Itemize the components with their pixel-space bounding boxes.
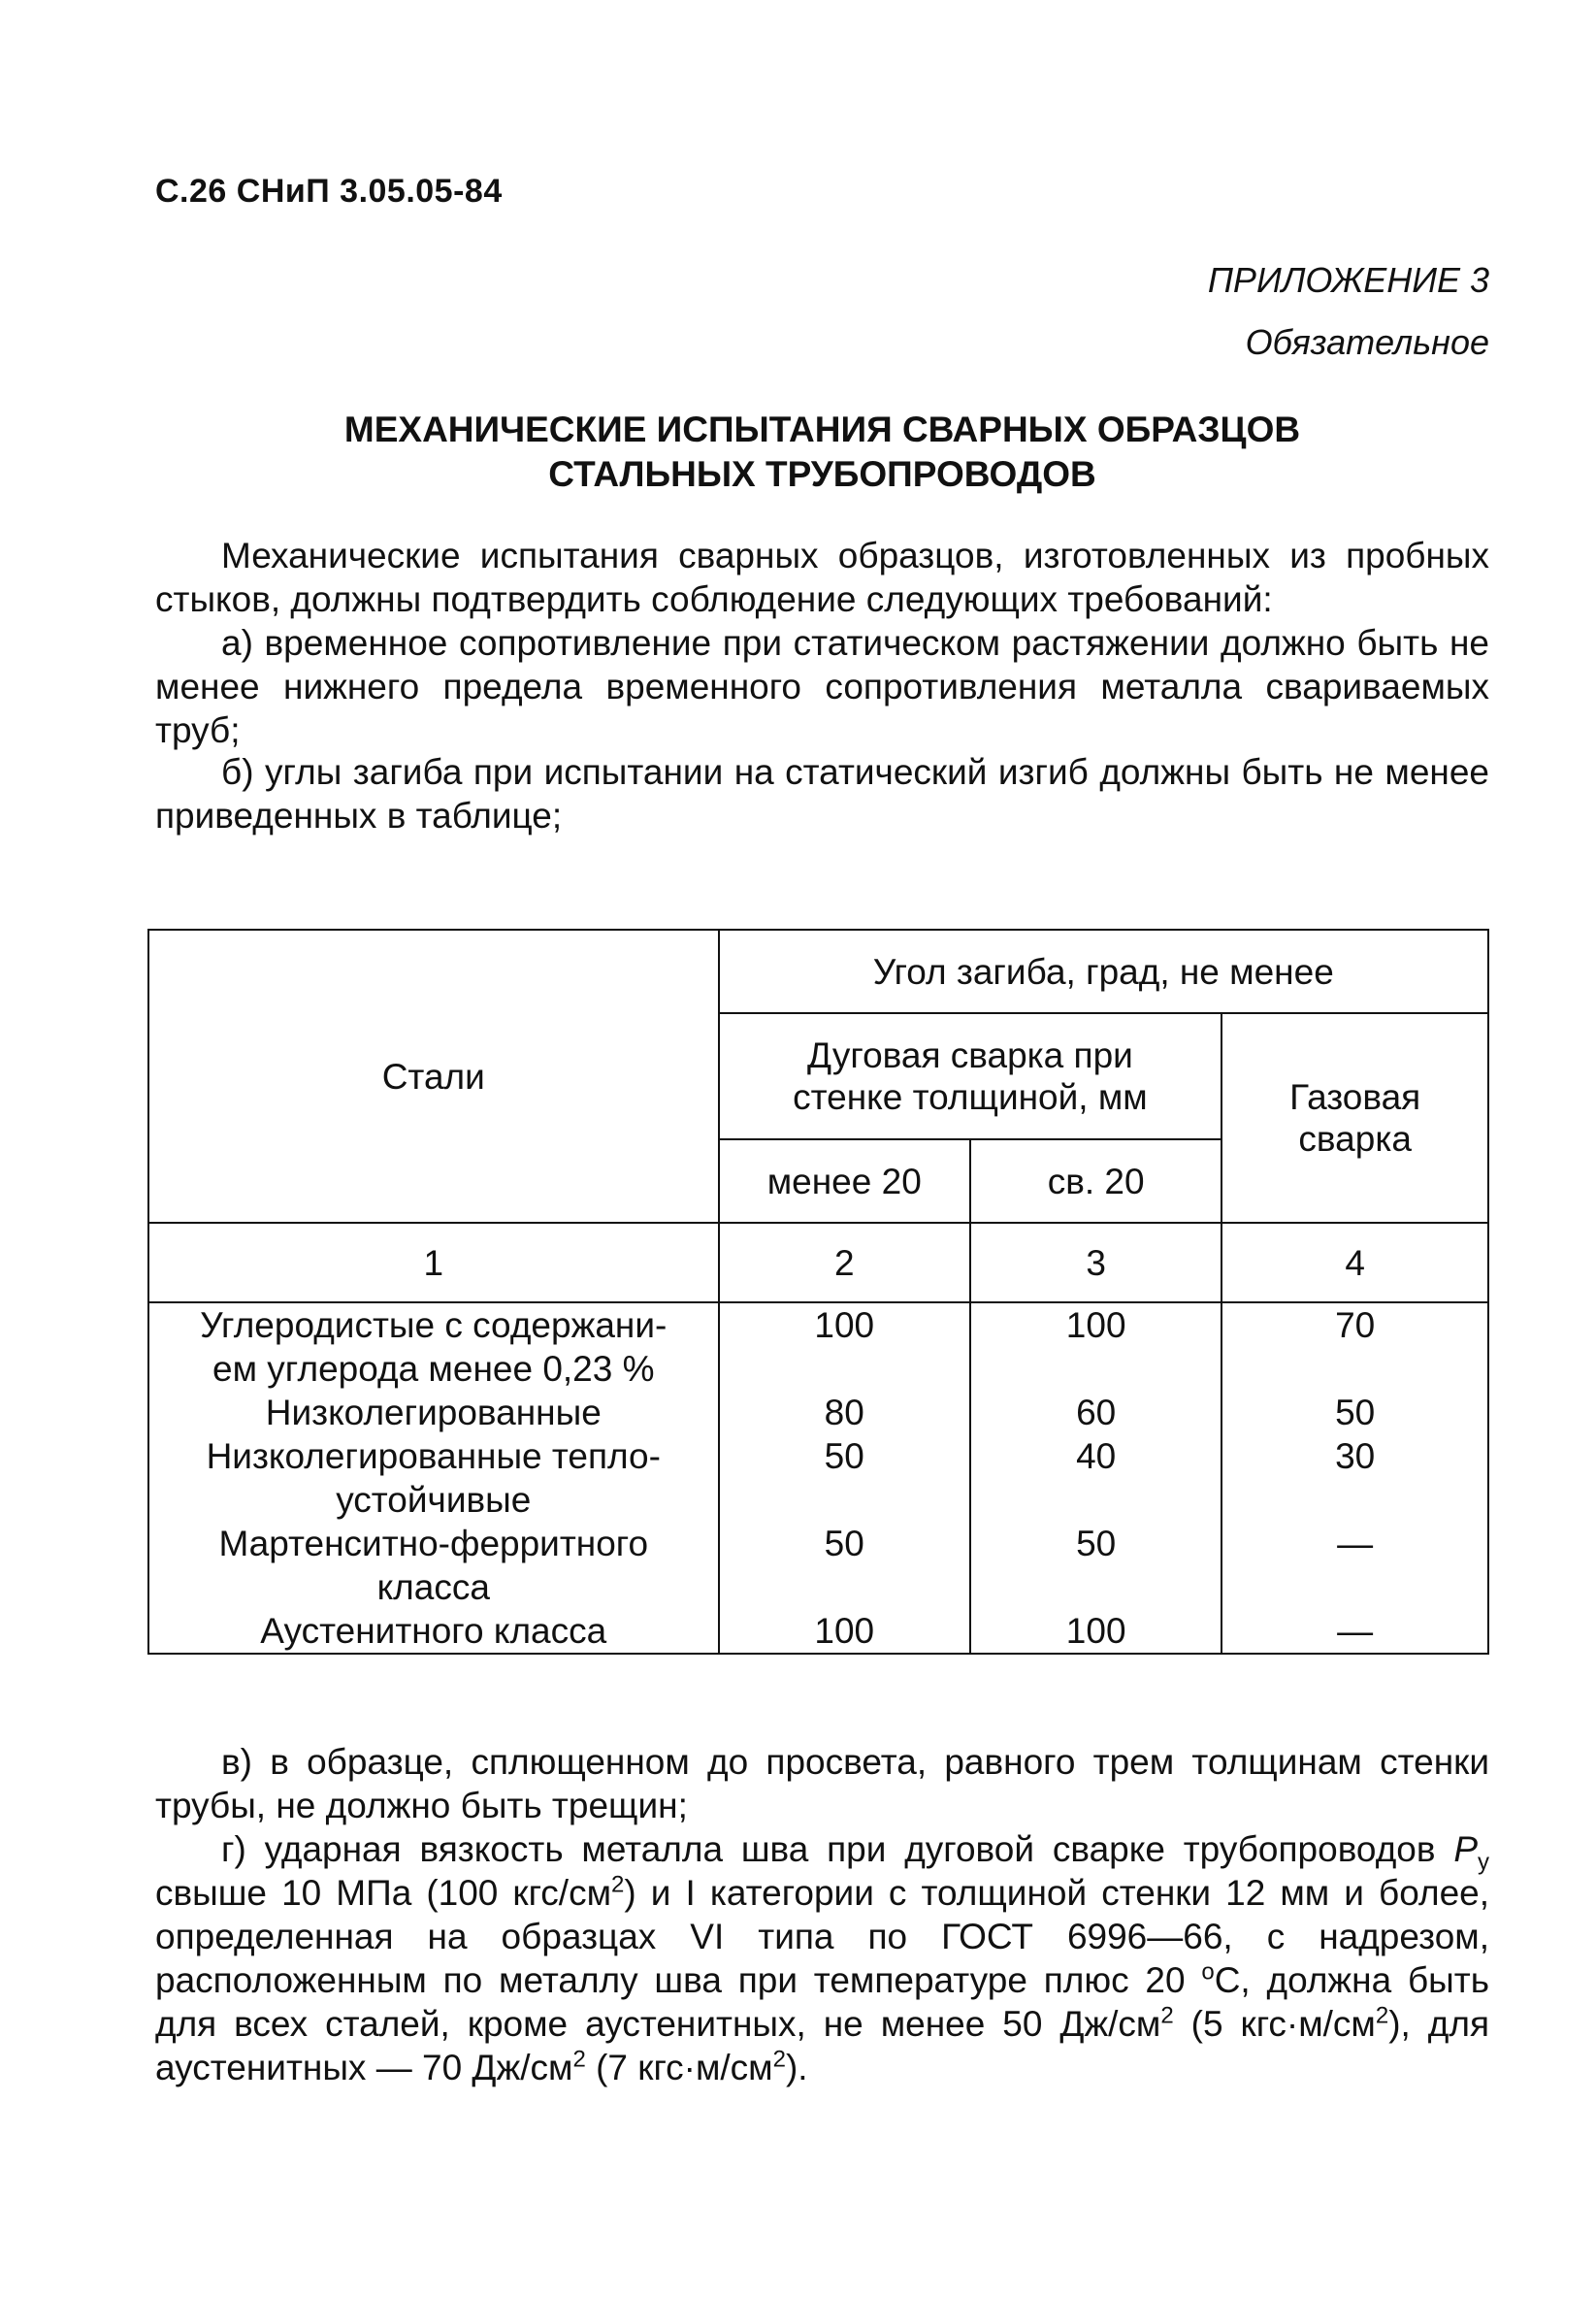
text-fragment: свыше 10 МПа (100 кгс/см [155,1873,612,1913]
superscript: 2 [772,2046,786,2073]
value: 70 [1335,1305,1376,1345]
requirement-v: в) в образце, сплющенном до просвета, равного трем толщинам стенки трубы, не должно быть трещин; [155,1742,1489,1825]
steel-line: Углеродистые с содержани- [200,1305,668,1345]
appendix-status: Обязательное [1245,322,1489,362]
steel-line: класса [376,1567,490,1607]
title-line-2: СТАЛЬНЫХ ТРУБОПРОВОДОВ [548,454,1096,494]
header-over-20: св. 20 [970,1139,1221,1223]
page-header: С.26 СНиП 3.05.05-84 [155,173,503,210]
value: 100 [1065,1611,1126,1651]
text-fragment: г) ударная вязкость металла шва при дуговой сварке трубопроводов [221,1829,1454,1869]
steel-line: Мартенситно-ферритного [218,1524,649,1563]
subscript: у [1478,1849,1489,1876]
text-fragment: ), для аустенитных — 70 Дж/см [155,2004,1489,2087]
value: 60 [1076,1393,1117,1432]
value: 50 [1335,1393,1376,1432]
header-arc-welding: Дуговая сварка при стенке толщиной, мм [719,1013,1222,1139]
text-fragment: ) и I категории с толщиной стенки 12 мм и более, определенная на образцах VI типа по ГОСТ 6996—66, с надрезом, расположенным по металлу шва при температуре плюс 20 [155,1873,1489,2000]
value: 100 [814,1305,875,1345]
column-number-4: 4 [1221,1223,1488,1302]
text-fragment: ). [785,2048,808,2087]
steel-line: ем углерода менее 0,23 % [212,1349,655,1389]
text-fragment: (5 кгс·м/см [1173,2004,1376,2044]
appendix-label: ПРИЛОЖЕНИЕ 3 [1207,260,1489,300]
title-line-1: МЕХАНИЧЕСКИЕ ИСПЫТАНИЯ СВАРНЫХ ОБРАЗЦОВ [343,410,1301,449]
bend-angle-table [147,929,1489,1655]
text-fragment: С, должна быть для всех сталей, кроме аустенитных, не менее 50 Дж/см [155,1960,1489,2044]
value [971,1478,1221,1522]
value: 100 [1065,1305,1126,1345]
steel-line: Аустенитного класса [260,1611,607,1651]
value [720,1565,969,1609]
header-less-than-20: менее 20 [719,1139,970,1223]
superscript: 2 [1160,2002,1174,2029]
steel-line: Низколегированные тепло- [206,1436,661,1476]
superscript: 2 [611,1871,625,1898]
header-gas-welding: Газовая сварка [1221,1013,1488,1223]
value [1222,1347,1487,1391]
value: 80 [824,1393,864,1432]
intro-paragraph: Механические испытания сварных образцов, изготовленных из пробных стыков, должны подтвердить соблюдение следующих требований: [155,536,1489,619]
steel-line: Низколегированные [265,1393,602,1432]
superscript: 2 [572,2046,586,2073]
steel-line: устойчивые [336,1480,532,1520]
value [720,1478,969,1522]
pressure-symbol: P [1453,1829,1478,1869]
degree-superscript: о [1201,1958,1215,1986]
value: 50 [824,1524,864,1563]
value: 50 [824,1436,864,1476]
header-steel: Стали [148,930,719,1223]
value [1222,1565,1487,1609]
gas-welding-values-cell [1221,1302,1488,1654]
arc-less-20-values-cell [719,1302,970,1654]
requirement-g [155,1827,1489,2089]
value: — [1337,1611,1374,1651]
requirement-b: б) углы загиба при испытании на статический изгиб должны быть не менее приведенных в таблице; [155,752,1489,836]
value: — [1337,1524,1374,1563]
steel-grades-cell [148,1302,719,1654]
arc-over-20-values-cell [970,1302,1221,1654]
header-bend-angle: Угол загиба, град, не менее [719,930,1488,1013]
superscript: 2 [1375,2002,1389,2029]
value [720,1347,969,1391]
value: 40 [1076,1436,1117,1476]
value [971,1347,1221,1391]
document-title [155,408,1489,497]
value: 50 [1076,1524,1117,1563]
value: 30 [1335,1436,1376,1476]
column-number-3: 3 [970,1223,1221,1302]
value [1222,1478,1487,1522]
column-number-2: 2 [719,1223,970,1302]
value [971,1565,1221,1609]
requirement-a: а) временное сопротивление при статическом растяжении должно быть не менее нижнего предела временного сопротивления металла свариваемых труб; [155,623,1489,750]
column-number-1: 1 [148,1223,719,1302]
text-fragment: (7 кгс·м/см [585,2048,773,2087]
value: 100 [814,1611,875,1651]
